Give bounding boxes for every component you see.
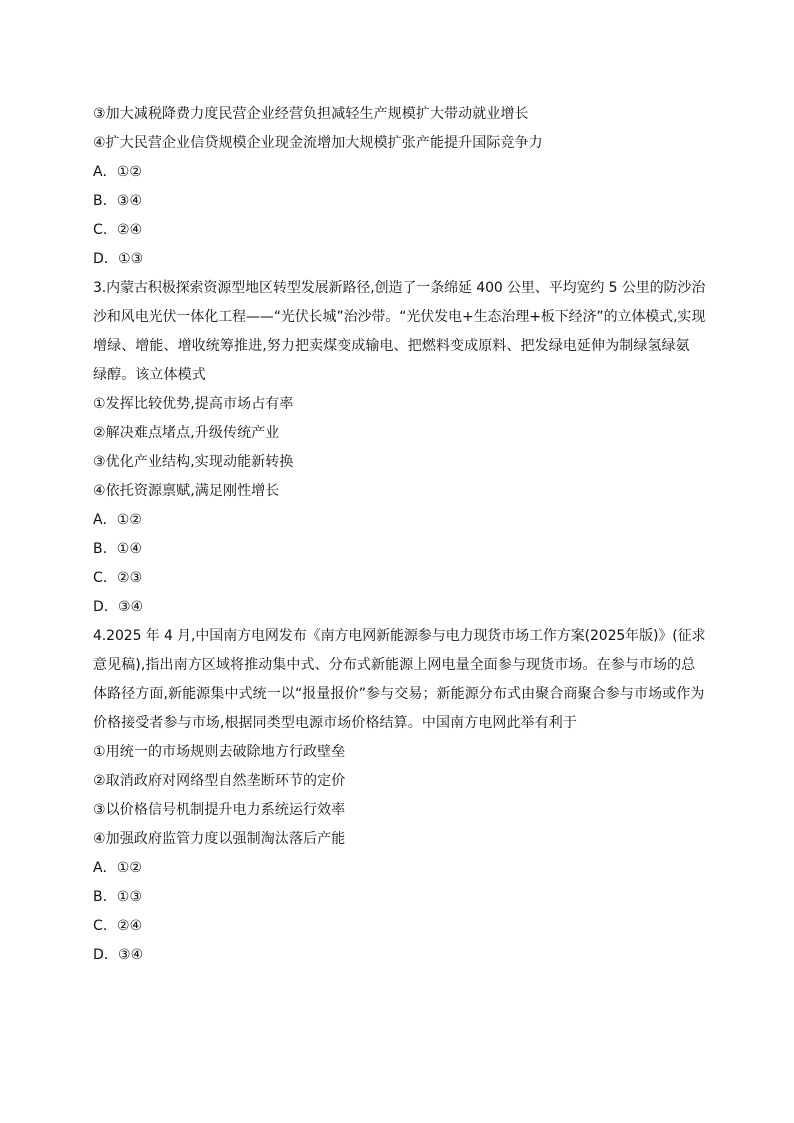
option-a: A．①② — [93, 164, 143, 180]
option-c: C．②③ — [93, 570, 143, 586]
statement: ④依托资源禀赋,满足刚性增长 — [93, 483, 280, 499]
question-stem-line: 绿醇。该立体模式 — [93, 367, 206, 383]
option-b: B．①④ — [93, 541, 143, 557]
statement: ④加强政府监管力度以强制淘汰落后产能 — [93, 831, 346, 847]
option-a: A．①② — [93, 512, 143, 528]
option-b: B．①③ — [93, 889, 143, 905]
question-stem-line: 4.2025 年 4 月,中国南方电网发布《南方电网新能源参与电力现货市场工作方案(2025年版)》(征求 — [93, 628, 705, 644]
option-d: D．③④ — [93, 599, 144, 615]
question-stem-line: 沙和风电光伏一体化工程——“光伏长城”治沙带。“光伏发电+生态治理+板下经济”的立体模式,实现 — [93, 309, 705, 325]
statement: ①发挥比较优势,提高市场占有率 — [93, 396, 294, 412]
option-a: A．①② — [93, 860, 143, 876]
statement: ③以价格信号机制提升电力系统运行效率 — [93, 802, 346, 818]
option-b: B．③④ — [93, 193, 143, 209]
statement: ①用统一的市场规则去破除地方行政壁垒 — [93, 744, 346, 760]
question-stem-line: 3.内蒙古积极探索资源型地区转型发展新路径,创造了一条绵延 400 公里、平均宽约 5 公里的防沙治 — [93, 280, 705, 296]
question-3 — [93, 274, 705, 622]
question-2-continued — [93, 100, 705, 274]
option-c: C．②④ — [93, 222, 143, 238]
question-stem-line: 体路径方面,新能源集中式统一以“报量报价”参与交易；新能源分布式由聚合商聚合参与市场或作为 — [93, 686, 705, 702]
question-stem-line: 价格接受者参与市场,根据同类型电源市场价格结算。中国南方电网此举有利于 — [93, 715, 577, 731]
option-d: D．③④ — [93, 947, 144, 963]
question-4 — [93, 622, 705, 970]
question-stem-line: 增绿、增能、增收统筹推进,努力把卖煤变成输电、把燃料变成原料、把发绿电延伸为制绿氢绿氨 — [93, 338, 690, 354]
option-d: D．①③ — [93, 251, 144, 267]
statement: ②取消政府对网络型自然垄断环节的定价 — [93, 773, 346, 789]
statement: ④扩大民营企业信贷规模企业现金流增加大规模扩张产能提升国际竞争力 — [93, 135, 543, 151]
statement: ②解决难点堵点,升级传统产业 — [93, 425, 280, 441]
question-stem-line: 意见稿),指出南方区域将推动集中式、分布式新能源上网电量全面参与现货市场。在参与市场的总 — [93, 657, 696, 673]
page-content — [93, 100, 705, 970]
option-c: C．②④ — [93, 918, 143, 934]
statement: ③加大减税降费力度民营企业经营负担减轻生产规模扩大带动就业增长 — [93, 106, 529, 122]
statement: ③优化产业结构,实现动能新转换 — [93, 454, 294, 470]
